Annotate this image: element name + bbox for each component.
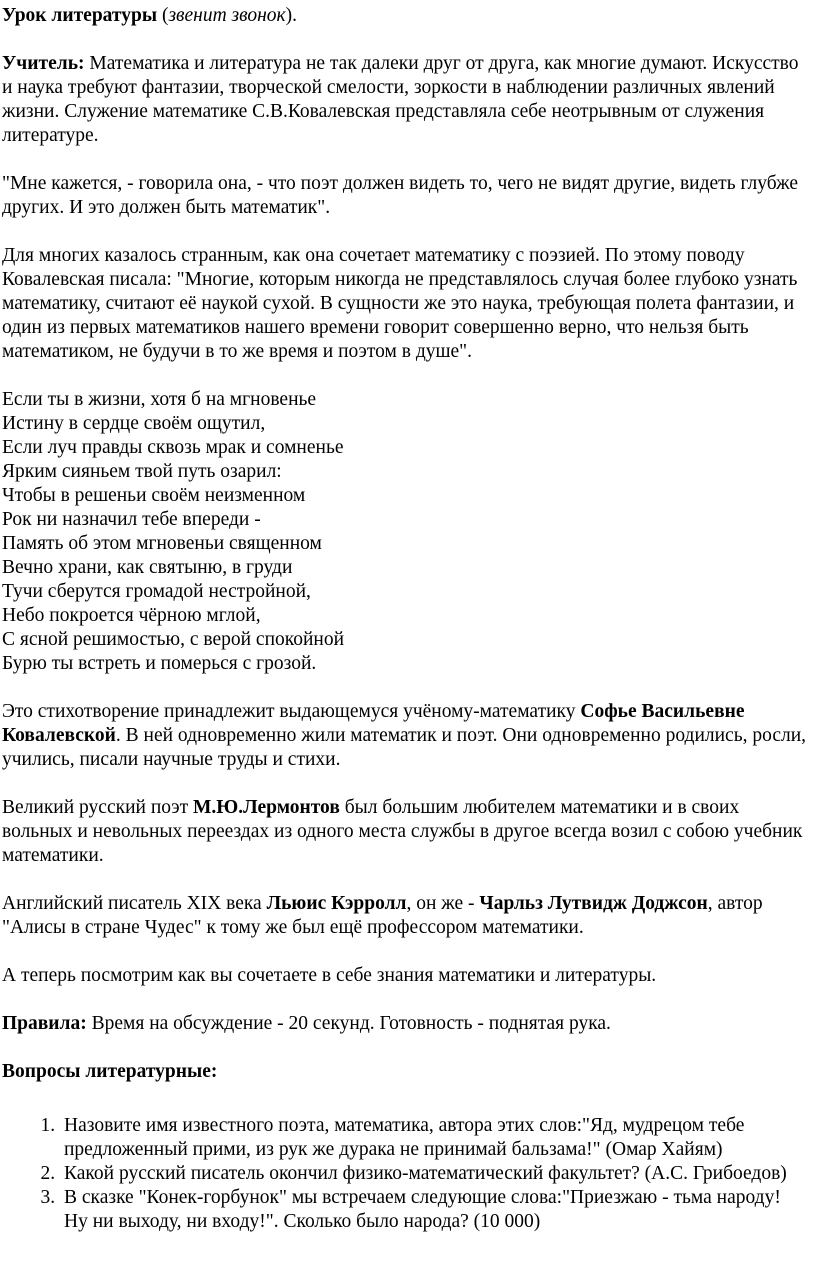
- poem-line: С ясной решимостью, с верой спокойной: [2, 629, 345, 650]
- carroll-middle: , он же -: [406, 893, 480, 914]
- carroll-name: Льюис Кэрролл: [266, 893, 407, 914]
- question-item: 2. Какой русский писатель окончил физико-математический факультет? (А.С. Грибоедов): [60, 1162, 808, 1186]
- poem-line: Рок ни назначил тебе впереди -: [2, 509, 261, 530]
- carroll-before: Английский писатель XIX века: [2, 893, 267, 914]
- poem: [2, 388, 808, 676]
- kovalevskaya-paragraph: [2, 700, 808, 772]
- questions-list: [2, 1114, 808, 1234]
- poem-line: Чтобы в решеньи своём неизменном: [2, 485, 306, 506]
- kovalevskaya-quote: "Мне кажется, - говорила она, - что поэт должен видеть то, чего не видят другие, видеть глубже других. И это должен быть математик".: [2, 173, 798, 218]
- questions-heading-text: Вопросы литературные:: [2, 1061, 218, 1082]
- carroll-paragraph: [2, 892, 808, 940]
- poem-line: Если луч правды сквозь мрак и сомненье: [2, 437, 344, 458]
- lesson-title: [2, 4, 808, 28]
- kovalevskaya-name: Софье Васильевне Ковалевской: [2, 701, 745, 746]
- poem-line: Бурю ты встреть и померься с грозой.: [2, 653, 317, 674]
- teacher-intro: [2, 52, 808, 148]
- lermontov-name: М.Ю.Лермонтов: [193, 797, 340, 818]
- lermontov-before: Великий русский поэт: [2, 797, 194, 818]
- questions-heading: [2, 1060, 808, 1084]
- title-paren-open: (: [157, 5, 169, 26]
- kovalevskaya-after: . В ней одновременно жили математик и поэт. Они одновременно родились, росли, учились, писали научные труды и стихи.: [2, 725, 807, 770]
- title-paren-close: ).: [285, 5, 298, 26]
- teacher-label: Учитель:: [2, 53, 85, 74]
- poem-line: Небо покроется чёрною мглой,: [2, 605, 261, 626]
- question-item: 1. Назовите имя известного поэта, математика, автора этих слов:"Яд, мудрецом тебе предложенный прими, из рук же дурака не принимай бальзама!" (Омар Хайям): [60, 1114, 808, 1162]
- transition-paragraph: А теперь посмотрим как вы сочетаете в себе знания математики и литературы.: [2, 965, 657, 986]
- dodgson-name: Чарльз Лутвидж Доджсон: [479, 893, 708, 914]
- kovalevskaya-letter: Для многих казалось странным, как она сочетает математику с поэзией. По этому поводу Ковалевская писала: "Многие, которым никогда не представлялось случая более глубоко узнать математику, считают её наукой сухой. В сущности же это наука, требующая полета фантазии, и один из первых математиков нашего времени говорит совершенно верно, что нельзя быть математиком, не будучи в то же время и поэтом в душе".: [2, 245, 798, 362]
- rules-label: Правила:: [2, 1013, 87, 1034]
- lermontov-after: был большим любителем математики и в своих вольных и невольных переездах из одного места службы в другое всегда возил с собою учебник математики.: [2, 797, 803, 866]
- poem-line: Тучи сберутся громадой нестройной,: [2, 581, 311, 602]
- poem-line: Вечно храни, как святыню, в груди: [2, 557, 293, 578]
- poem-line: Если ты в жизни, хотя б на мгновенье: [2, 389, 317, 410]
- poem-line: Ярким сияньем твой путь озарил:: [2, 461, 282, 482]
- lesson-title-main: Урок литературы: [2, 5, 158, 26]
- carroll-after: , автор "Алисы в стране Чудес" к тому же был ещё профессором математики.: [2, 893, 763, 938]
- lermontov-paragraph: [2, 796, 808, 868]
- rules-paragraph: [2, 1012, 808, 1036]
- poem-line: Истину в сердце своём ощутил,: [2, 413, 266, 434]
- kovalevskaya-before: Это стихотворение принадлежит выдающемуся учёному-математику: [2, 701, 581, 722]
- lesson-title-note: звенит звонок: [168, 5, 286, 26]
- rules-text: Время на обсуждение - 20 секунд. Готовность - поднятая рука.: [86, 1013, 611, 1034]
- question-item: 3. В сказке "Конек-горбунок" мы встречаем следующие слова:"Приезжаю - тьма народу! Ну ни выходу, ни входу!". Сколько было народа? (10 000): [60, 1186, 808, 1234]
- teacher-intro-text: Математика и литература не так далеки друг от друга, как многие думают. Искусство и наука требуют фантазии, творческой смелости, зоркости в наблюдении различных явлений жизни. Служение математике С.В.Ковалевская представляла себе неотрывным от служения литературе.: [2, 53, 799, 146]
- poem-line: Память об этом мгновеньи священном: [2, 533, 322, 554]
